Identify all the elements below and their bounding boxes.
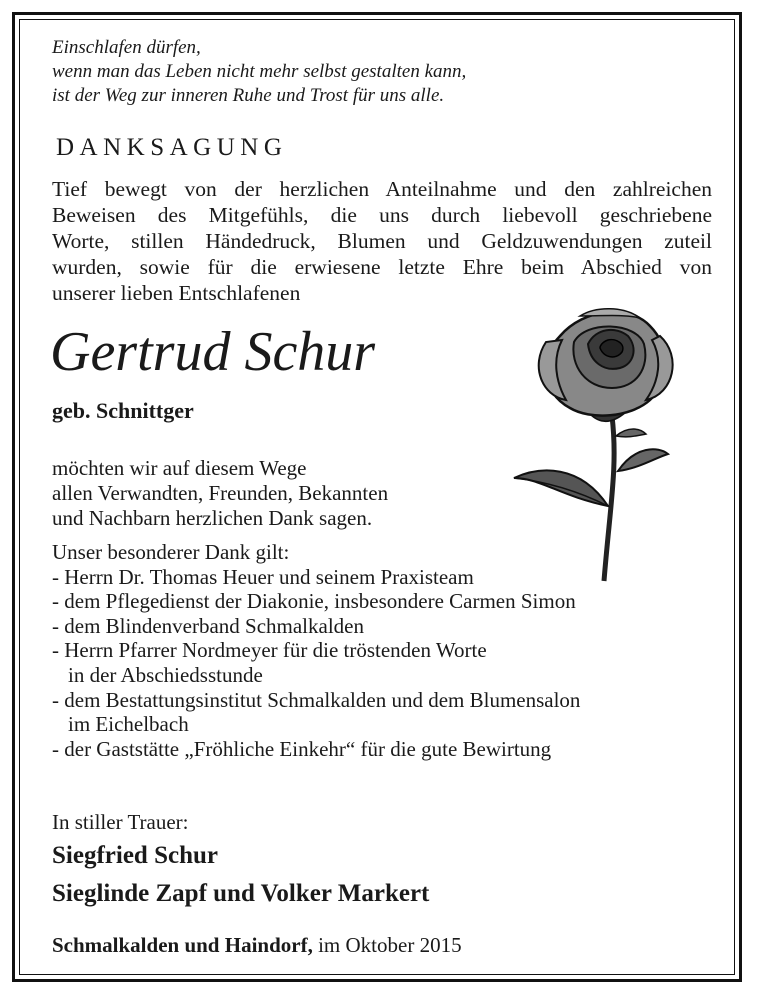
list-item: - der Gaststätte „Fröhliche Einkehr“ für die gute Bewirtung xyxy=(52,736,552,761)
list-item: - dem Pflegedienst der Diakonie, insbesondere Carmen Simon xyxy=(52,589,576,614)
mourning-label: In stiller Trauer: xyxy=(52,810,189,834)
special-thanks-list xyxy=(52,540,580,761)
deceased-name: Gertrud Schur xyxy=(50,321,376,383)
thanks-line: allen Verwandten, Freunden, Bekannten xyxy=(52,481,389,505)
date-text: im Oktober 2015 xyxy=(318,933,462,957)
motto-line: Einschlafen dürfen, xyxy=(52,37,201,58)
place-name: Schmalkalden und Haindorf, xyxy=(52,933,313,957)
list-item: - dem Blindenverband Schmalkalden xyxy=(52,613,364,638)
list-item-continuation: im Eichelbach xyxy=(68,712,189,737)
thanks-line: und Nachbarn herzlichen Dank sagen. xyxy=(52,506,373,530)
intro-line: Worte, stillen Händedruck, Blumen und Geldzuwendungen zuteil xyxy=(52,229,712,253)
list-item: - Herrn Pfarrer Nordmeyer für die tröstenden Worte xyxy=(52,638,487,663)
mourner-name: Sieglinde Zapf und Volker Markert xyxy=(52,880,430,907)
mourner-name: Siegfried Schur xyxy=(52,842,218,869)
page-title: DANKSAGUNG xyxy=(56,134,288,161)
intro-line: Beweisen des Mitgefühls, die uns durch liebevoll geschriebene xyxy=(52,203,712,227)
place-date xyxy=(52,933,462,958)
motto-line: ist der Weg zur inneren Ruhe und Trost für uns alle. xyxy=(52,85,445,106)
list-item: - Herrn Dr. Thomas Heuer und seinem Praxisteam xyxy=(52,564,474,589)
list-item: - dem Bestattungsinstitut Schmalkalden und dem Blumensalon xyxy=(52,687,581,712)
list-item-continuation: in der Abschiedsstunde xyxy=(68,662,263,687)
motto-verse xyxy=(52,36,466,108)
birth-name: geb. Schnittger xyxy=(52,398,194,423)
intro-paragraph xyxy=(52,176,712,306)
intro-line: Tief bewegt von der herzlichen Anteilnahme und den zahlreichen xyxy=(52,177,712,201)
thanks-paragraph xyxy=(52,456,388,531)
motto-line: wenn man das Leben nicht mehr selbst gestalten kann, xyxy=(52,61,467,82)
special-thanks-heading: Unser besonderer Dank gilt: xyxy=(52,540,290,564)
thanks-line: möchten wir auf diesem Wege xyxy=(52,456,307,480)
intro-line: unserer lieben Entschlafenen xyxy=(52,281,301,305)
intro-line: wurden, sowie für die erwiesene letzte Ehre beim Abschied von xyxy=(52,255,712,279)
